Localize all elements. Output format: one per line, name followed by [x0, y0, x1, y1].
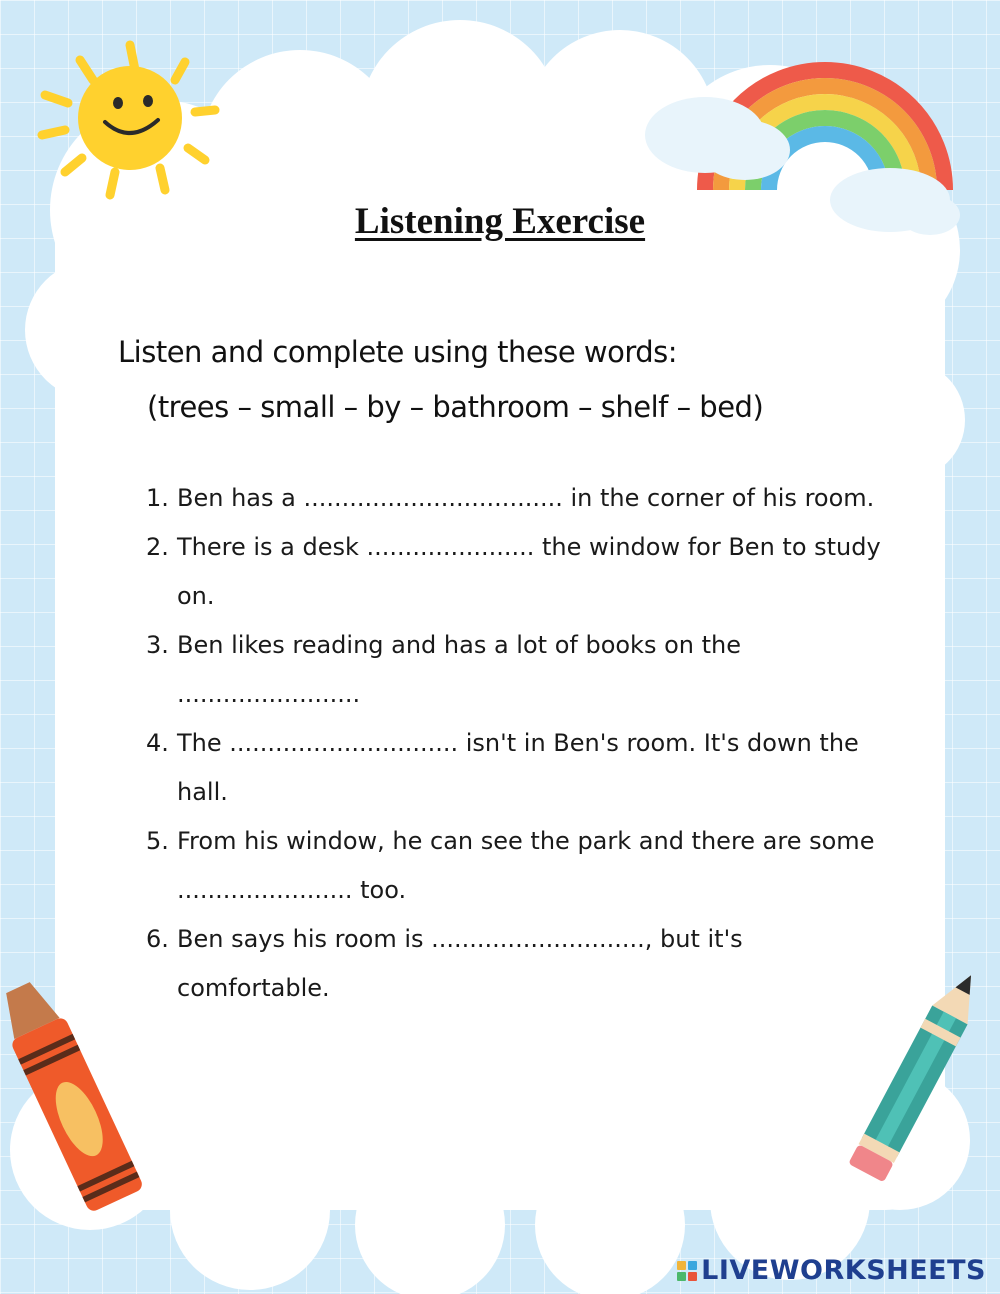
page-title: Listening Exercise — [354, 201, 646, 242]
exercise-list — [146, 474, 886, 1013]
item-number: 5. — [146, 827, 169, 855]
list-item — [146, 474, 886, 523]
list-item — [146, 621, 886, 719]
word-bank: (trees – small – by – bathroom – shelf – bed) — [147, 390, 764, 424]
item-text: Ben says his room is ............................, but it's comfortable. — [177, 925, 743, 1002]
item-text: From his window, he can see the park and there are some ....................... too. — [177, 827, 875, 904]
item-number: 1. — [146, 484, 169, 512]
item-text: The .............................. isn't in Ben's room. It's down the hall. — [177, 729, 859, 806]
instructions-text: Listen and complete using these words: — [118, 335, 678, 369]
list-item — [146, 719, 886, 817]
item-number: 2. — [146, 533, 169, 561]
list-item — [146, 523, 886, 621]
item-number: 4. — [146, 729, 169, 757]
brand-name: LIVEWORKSHEETS — [701, 1255, 986, 1286]
list-item — [146, 817, 886, 915]
list-item — [146, 915, 886, 1013]
item-number: 6. — [146, 925, 169, 953]
item-text: Ben likes reading and has a lot of books on the ........................ — [177, 631, 741, 708]
liveworksheets-logo[interactable] — [677, 1255, 986, 1286]
liveworksheets-logo-icon — [677, 1261, 697, 1281]
item-number: 3. — [146, 631, 169, 659]
item-text: There is a desk ...................... the window for Ben to study on. — [177, 533, 881, 610]
item-text: Ben has a .................................. in the corner of his room. — [177, 484, 875, 512]
